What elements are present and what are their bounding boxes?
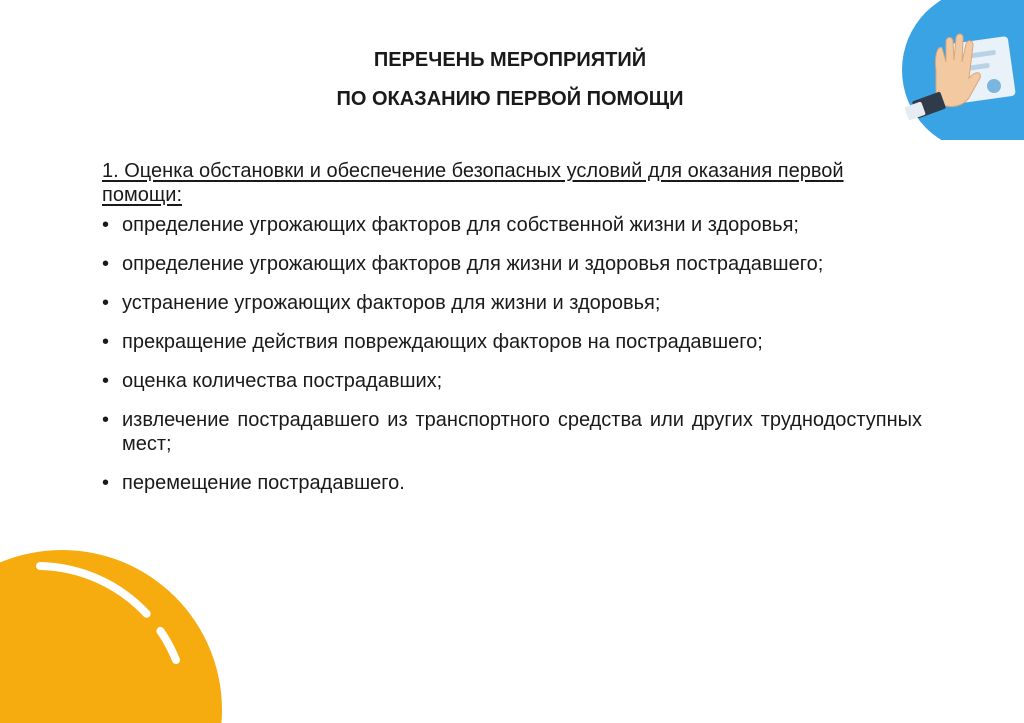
list-item: • определение угрожающих факторов для жизни и здоровья пострадавшего; (102, 252, 922, 276)
measures-list (102, 213, 922, 495)
list-item: • определение угрожающих факторов для собственной жизни и здоровья; (102, 213, 922, 237)
list-item: • прекращение действия повреждающих факторов на пострадавшего; (102, 330, 922, 354)
page-title-line-2: ПО ОКАЗАНИЮ ПЕРВОЙ ПОМОЩИ (336, 88, 684, 110)
section-content (102, 159, 922, 510)
list-item: • извлечение пострадавшего из транспортного средства или других труднодоступных мест; (102, 408, 922, 456)
orange-circle-shape (0, 548, 225, 723)
list-item: • устранение угрожающих факторов для жизни и здоровья; (102, 291, 922, 315)
list-item: • перемещение пострадавшего. (102, 471, 922, 495)
section-heading: 1. Оценка обстановки и обеспечение безопасных условий для оказания первой помощи: (102, 160, 844, 206)
page-title-line-1: ПЕРЕЧЕНЬ МЕРОПРИЯТИЙ (373, 49, 647, 71)
list-item: • оценка количества пострадавших; (102, 369, 922, 393)
hand-document-icon (896, 0, 1024, 140)
